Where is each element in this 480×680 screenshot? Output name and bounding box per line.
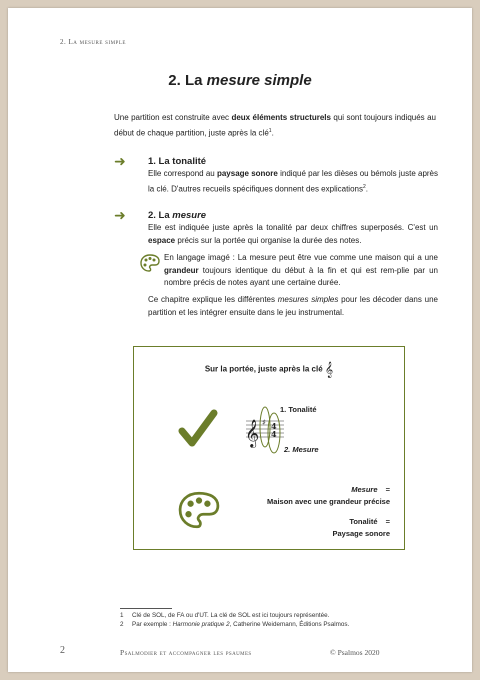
footer-book-title: Psalmodier et accompagner les psaumes <box>120 648 252 657</box>
treble-clef-icon: 𝄞 <box>324 361 334 377</box>
label-tonalite: 1. Tonalité <box>280 405 317 414</box>
body-text: toujours identique du début à la fin et qui est rem-plie par un nombre précis de notes ayant une certaine durée. <box>164 265 438 287</box>
footnote-text: , Catherine Weidemann, Éditions Psalmos. <box>229 621 350 628</box>
body-text: Ce chapitre explique les différentes <box>148 295 278 304</box>
section-mesure-paragraph <box>148 222 438 247</box>
body-bold: paysage sonore <box>216 169 278 178</box>
footnote-number: 1 <box>120 612 124 619</box>
analogy-paragraph <box>164 252 438 290</box>
time-signature-bottom: 4 <box>271 429 277 439</box>
page-title <box>8 72 472 89</box>
term: Mesure <box>351 485 378 494</box>
footnote-ref[interactable]: 2 <box>362 183 366 190</box>
document-page <box>8 8 472 672</box>
time-signature-top: 4 <box>271 421 277 431</box>
footnote-2 <box>120 621 349 628</box>
footer-copyright: © Psalmos 2020 <box>330 648 380 657</box>
footnote-number: 2 <box>120 621 124 628</box>
treble-clef-icon: 𝄞 <box>245 419 260 447</box>
term: Tonalité <box>349 517 378 526</box>
sharp-icon: ♯ <box>262 418 266 427</box>
illustration-box <box>133 346 405 550</box>
body-text: précis sur la portée qui organise la durée des notes. <box>175 235 362 245</box>
footnote-italic: Harmonie pratique 2 <box>172 621 230 628</box>
definition-mesure-text: Maison avec une grandeur précise <box>267 497 390 506</box>
caption-text: Sur la portée, juste après la clé <box>204 364 323 374</box>
intro-paragraph <box>114 112 436 140</box>
palette-icon <box>178 491 220 529</box>
section-tonalite-paragraph <box>148 168 438 196</box>
footnote-divider <box>120 608 172 609</box>
body-text: En langage imagé : La mesure peut être vue comme une maison qui a une <box>164 253 438 262</box>
heading-emphasis: mesure <box>172 210 207 221</box>
equals: = <box>385 517 390 526</box>
section-heading-tonalite: 1. La tonalité <box>148 156 207 167</box>
body-italic: mesures simples <box>277 295 339 304</box>
title-emphasis: mesure simple <box>206 72 312 89</box>
body-text: indiqué par les dièses ou bémols juste après la clé. D'autres recueils spécifiques donnent des explications <box>148 169 438 194</box>
intro-bold: deux éléments structurels <box>231 113 331 122</box>
body-bold: grandeur <box>164 265 199 275</box>
palette-icon <box>140 254 160 272</box>
arrow-right-icon: ➜ <box>114 153 126 169</box>
arrow-right-icon: ➜ <box>114 207 126 223</box>
intro-text: qui sont toujours indiqués au début de chaque partition, juste après la clé <box>114 113 436 138</box>
footnote-ref[interactable]: 1 <box>268 127 272 134</box>
title-prefix: 2. La <box>168 72 207 89</box>
body-bold: espace <box>148 235 176 245</box>
body-text: . <box>365 184 368 194</box>
page-number: 2 <box>60 645 65 656</box>
equals: = <box>385 485 390 494</box>
body-text: pour les décoder dans une partition et les intégrer ensuite dans le jeu instrumental. <box>148 295 438 317</box>
footnote-text: Clé de SOL, de FA ou d'UT. La clé de SOL est ici toujours représentée. <box>132 612 330 619</box>
checkmark-icon <box>178 409 218 449</box>
intro-text: . <box>271 128 274 138</box>
label-mesure: 2. Mesure <box>284 445 319 454</box>
footnote-text: Par exemple : <box>132 621 173 628</box>
definition-tonalite-text: Paysage sonore <box>332 529 390 538</box>
footnote-1 <box>120 612 329 619</box>
chapter-paragraph <box>148 294 438 319</box>
body-text: Elle correspond au <box>148 169 217 178</box>
heading-text: 2. La <box>148 210 173 221</box>
body-text: Elle est indiquée juste après la tonalité par deux chiffres superposés. C'est un <box>148 223 438 232</box>
running-head: 2. La mesure simple <box>60 38 126 46</box>
figure-caption <box>134 361 404 378</box>
section-heading-mesure <box>148 210 206 221</box>
intro-text: Une partition est construite avec <box>114 113 232 122</box>
